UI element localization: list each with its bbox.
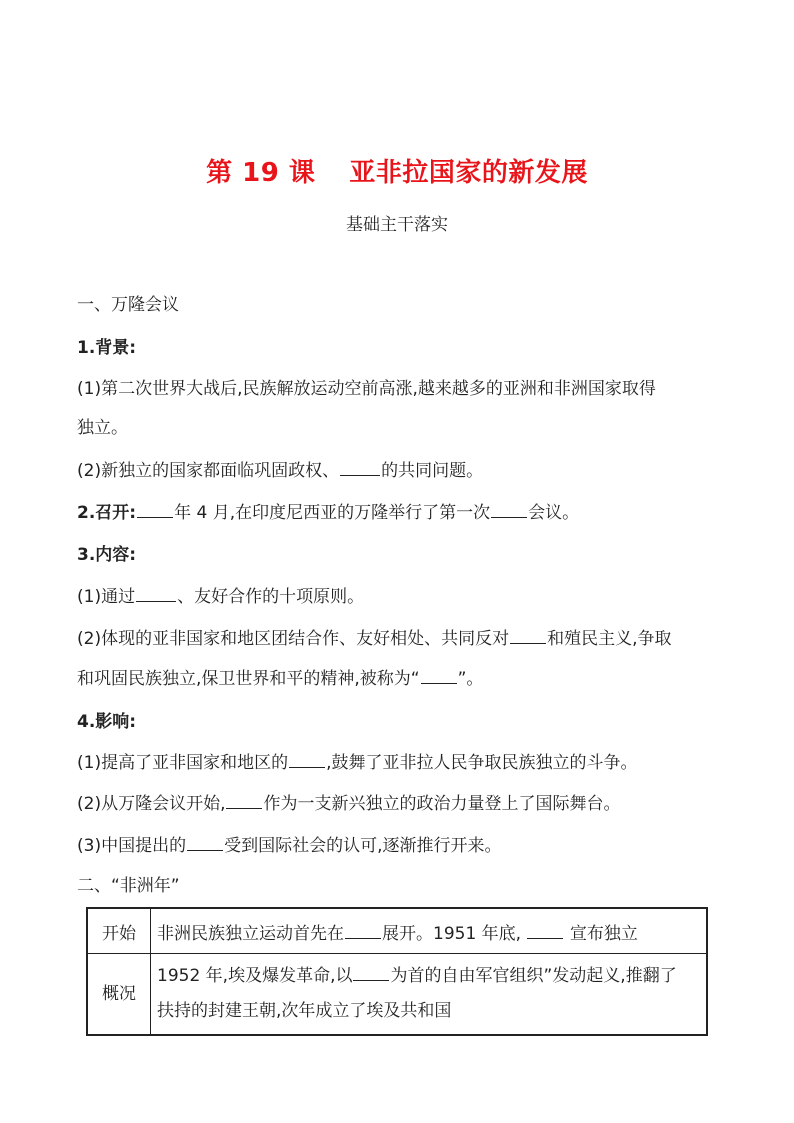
influence-p1-text-a: (1)提高了亚非国家和地区的	[77, 753, 289, 773]
background-p2-text-a: (2)新独立的国家都面临巩固政权、	[77, 461, 340, 481]
influence-p2-text-b: 作为一支新兴独立的政治力量登上了国际舞台。	[263, 794, 621, 814]
influence-p1	[77, 751, 638, 775]
row2-text-a: 1952 年,埃及爆发革命,以	[157, 966, 353, 986]
convening-label: 2.召开:	[77, 503, 137, 523]
page-title	[0, 152, 794, 189]
row1-text-b: 展开。1951 年底,	[382, 923, 522, 944]
row-label-overview: 概况	[87, 954, 151, 1036]
fill-blank	[187, 834, 223, 851]
background-p1-line2: 独立。	[77, 418, 128, 438]
background-label: 1.背景:	[77, 338, 137, 358]
content-label: 3.内容:	[77, 545, 137, 565]
row2-text-c: 扶持的封建王朝,次年成立了埃及共和国	[157, 1001, 452, 1021]
influence-p2-text-a: (2)从万隆会议开始,	[77, 794, 226, 814]
fill-blank	[137, 501, 173, 518]
influence-p2	[77, 792, 620, 816]
background-p2	[77, 459, 483, 483]
content-p2-text-b: 和殖民主义,争取	[547, 629, 672, 649]
content-p1	[77, 585, 364, 609]
background-p1-line1: (1)第二次世界大战后,民族解放运动空前高涨,越来越多的亚洲和非洲国家取得	[77, 379, 656, 399]
table-row	[87, 954, 707, 1036]
fill-blank	[340, 459, 380, 476]
content-p1-text-b: 、友好合作的十项原则。	[177, 587, 365, 607]
table-row	[87, 908, 707, 954]
fill-blank	[226, 792, 262, 809]
fill-blank	[345, 922, 381, 939]
content-p2-text-d: ”。	[457, 669, 484, 689]
convening-text-b: 会议。	[528, 503, 580, 523]
fill-blank	[491, 501, 527, 518]
row2-text-b: 为首的自由军官组织”发动起义,推翻了	[390, 966, 677, 986]
row-content-overview	[151, 954, 708, 1036]
influence-p3-text-b: 受到国际社会的认可,逐渐推行开来。	[224, 836, 502, 856]
row1-text-c: 宣布独立	[569, 923, 638, 944]
row-label-start: 开始	[87, 908, 151, 954]
influence-p1-text-b: ,鼓舞了亚非拉人民争取民族独立的斗争。	[326, 753, 638, 773]
row-content-start	[151, 908, 708, 954]
content-p1-text-a: (1)通过	[77, 587, 136, 607]
influence-p3-text-a: (3)中国提出的	[77, 836, 187, 856]
section2-heading: 二、“非洲年”	[77, 876, 180, 896]
content-p2-text-a: (2)体现的亚非国家和地区团结合作、友好相处、共同反对	[77, 629, 510, 649]
fill-blank	[136, 585, 176, 602]
influence-label: 4.影响:	[77, 712, 137, 732]
fill-blank	[353, 964, 389, 981]
content-p2-line2	[77, 667, 483, 691]
influence-p3	[77, 834, 502, 858]
fill-blank	[510, 627, 546, 644]
title-lesson: 第 19 课	[206, 158, 316, 188]
fill-blank	[421, 667, 457, 684]
fill-blank	[527, 922, 563, 939]
africa-year-table	[86, 907, 708, 1036]
background-p2-text-b: 的共同问题。	[381, 461, 484, 481]
convening-line	[77, 501, 579, 525]
section1-heading: 一、万隆会议	[77, 295, 179, 315]
fill-blank	[289, 751, 325, 768]
page-subtitle: 基础主干落实	[346, 215, 448, 235]
row1-text-a: 非洲民族独立运动首先在	[157, 923, 344, 944]
content-p2-text-c: 和巩固民族独立,保卫世界和平的精神,被称为“	[77, 669, 420, 689]
content-p2-line1	[77, 627, 672, 651]
convening-text-a: 年 4 月,在印度尼西亚的万隆举行了第一次	[174, 503, 491, 523]
title-topic: 亚非拉国家的新发展	[349, 158, 588, 188]
